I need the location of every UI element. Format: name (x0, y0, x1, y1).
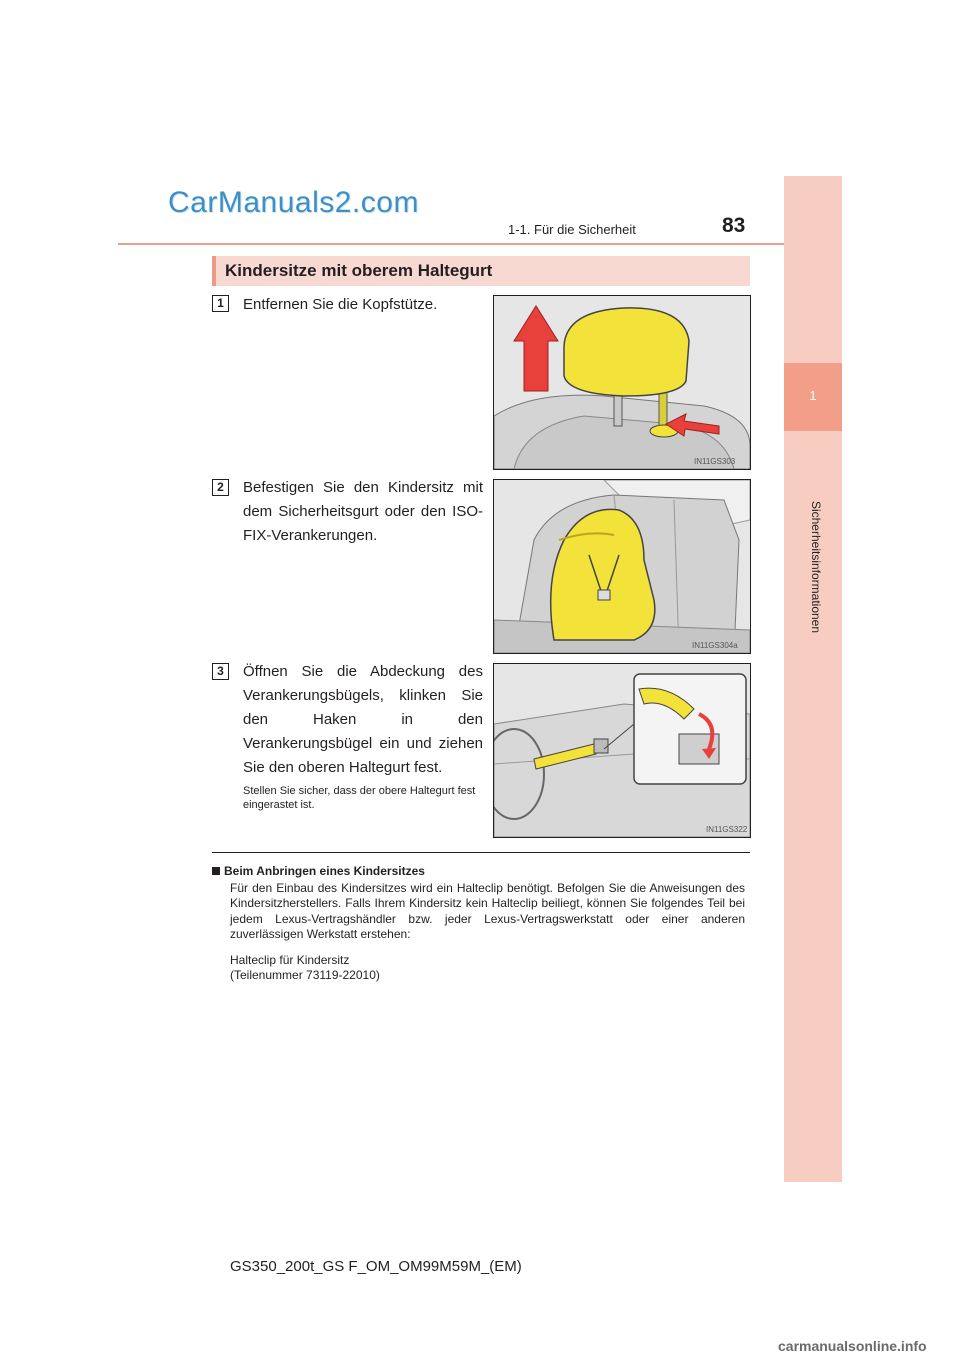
watermark-logo-top: CarManuals2.com (168, 186, 419, 219)
watermark-bottom: carmanualsonline.info (778, 1338, 927, 1354)
figure-headrest-removal (493, 295, 751, 470)
figure-top-tether-anchor (493, 663, 751, 838)
step-text-2: Befestigen Sie den Kindersitz mit dem Sicherheitsgurt oder den ISO-FIX-Verankerungen. (243, 479, 483, 544)
header-section-title: 1-1. Für die Sicherheit (508, 222, 636, 237)
chapter-label: Sicherheitsinformationen (809, 500, 823, 634)
child-seat-illustration (494, 480, 750, 653)
info-part-number: (Teilenummer 73119-22010) (230, 968, 380, 982)
figure-child-seat-installation (493, 479, 751, 654)
figure-code-2: IN11GS304a (692, 641, 738, 650)
info-part-name: Halteclip für Kindersitz (230, 953, 350, 967)
tether-anchor-illustration (494, 664, 750, 837)
square-bullet-icon (212, 867, 220, 875)
figure-code-3: IN11GS322 (706, 825, 748, 834)
step-text-3: Öffnen Sie die Abdeckung des Verankerungsbügels, klinken Sie den Haken in den Verankerungsbügel ein und ziehen Sie den oberen Haltegurt fest. (243, 663, 483, 776)
info-heading (212, 864, 425, 878)
page-number: 83 (722, 214, 746, 237)
info-divider (212, 852, 750, 853)
chapter-side-tab (784, 176, 842, 1182)
header-divider (118, 243, 784, 245)
step-number-3: 3 (212, 663, 229, 680)
chapter-number: 1 (809, 388, 817, 403)
info-part (230, 953, 745, 983)
figure-code-1: IN11GS303 (694, 457, 736, 466)
info-heading-text: Beim Anbringen eines Kindersitzes (224, 864, 425, 878)
step-text-1: Entfernen Sie die Kopfstütze. (243, 296, 438, 313)
step-number-2: 2 (212, 479, 229, 496)
footer-document-code: GS350_200t_GS F_OM_OM99M59M_(EM) (230, 1258, 522, 1275)
step-note-3: Stellen Sie sicher, dass der obere Haltegurt fest eingerastet ist. (243, 785, 476, 811)
section-title: Kindersitze mit oberem Haltegurt (225, 261, 493, 280)
info-body: Für den Einbau des Kindersitzes wird ein Halteclip benötigt. Befolgen Sie die Anweisungen des Kindersitzherstellers. Falls Ihrem Kindersitz kein Halteclip beiliegt, können Sie folgendes Teil bei jedem Lexus-Vertragshändler bzw. jeder Lexus-Vertragswerkstatt oder einer anderen zuverlässigen Werkstatt erstehen: (230, 881, 745, 942)
step-number-1: 1 (212, 295, 229, 312)
headrest-illustration (494, 296, 750, 469)
